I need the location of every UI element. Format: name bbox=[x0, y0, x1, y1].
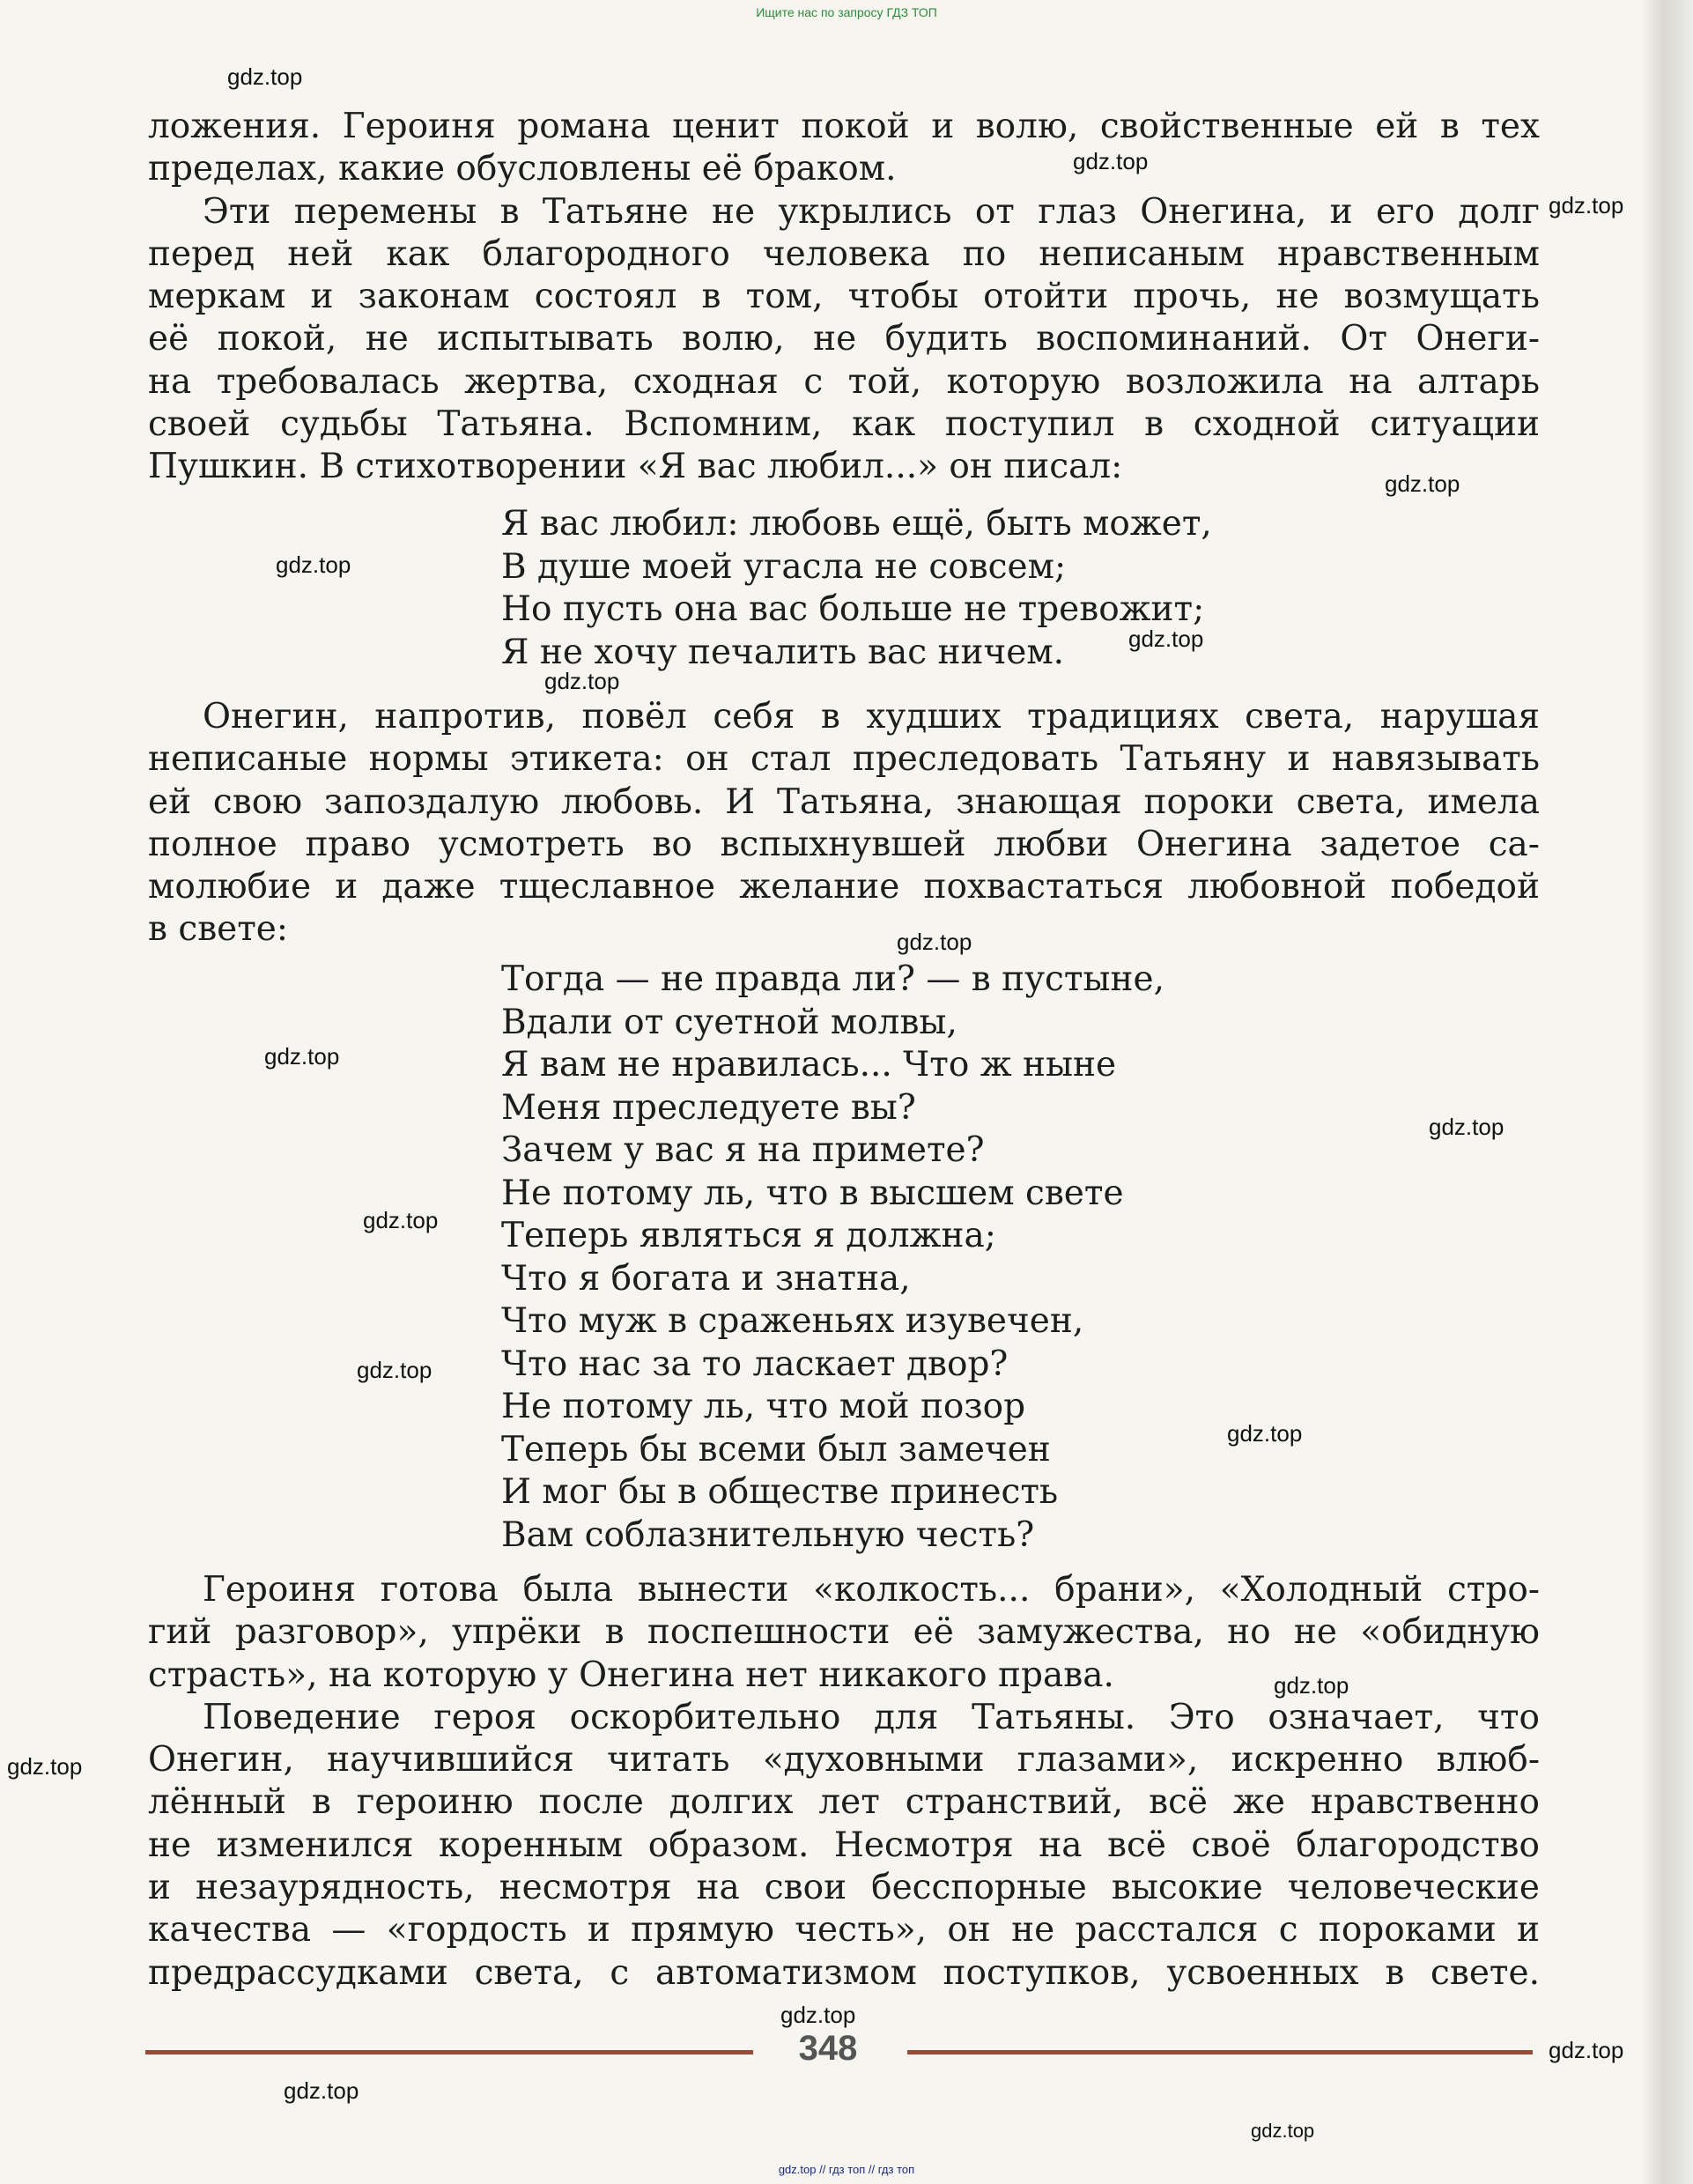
watermark: gdz.top bbox=[897, 929, 972, 955]
poem-line: Что муж в сраженьях изувечен, bbox=[501, 1301, 1084, 1341]
text-line: не изменился коренным образом. Несмотря на всё своё благородство bbox=[148, 1825, 1540, 1865]
text-line: Онегин, напротив, повёл себя в худших традициях света, нарушая bbox=[203, 697, 1540, 737]
watermark: gdz.top bbox=[1549, 2037, 1624, 2063]
poem-line: Что нас за то ласкает двор? bbox=[501, 1344, 1009, 1384]
text-line: качества — «гордость и прямую честь», он не расстался с пороками и bbox=[148, 1910, 1540, 1951]
poem-line: Не потому ль, что в высшем свете bbox=[501, 1173, 1124, 1213]
footer-rule-right bbox=[907, 2050, 1533, 2054]
poem-line: В душе моей угасла не совсем; bbox=[501, 546, 1067, 587]
poem-line: И мог бы в обществе принесть bbox=[501, 1472, 1059, 1512]
header-banner[interactable]: Ищите нас по запросу ГДЗ ТОП bbox=[756, 5, 937, 19]
poem-line: Я вам не нравилась... Что ж ныне bbox=[501, 1045, 1117, 1085]
text-line: её покой, не испытывать волю, не будить воспоминаний. От Онеги- bbox=[148, 319, 1540, 359]
poem-line: Теперь являться я должна; bbox=[501, 1216, 996, 1255]
watermark: gdz.top bbox=[276, 552, 351, 578]
text-line: полное право усмотреть во вспыхнувшей любви Онегина задетое са- bbox=[148, 824, 1540, 864]
text-line: меркам и законам состоял в том, чтобы отойти прочь, не возмущать bbox=[148, 277, 1540, 317]
watermark: gdz.top bbox=[7, 1753, 83, 1780]
text-line: Поведение героя оскорбительно для Татьяны. Это означает, что bbox=[203, 1697, 1540, 1737]
paragraph-block-1 bbox=[148, 106, 1540, 489]
watermark: gdz.top bbox=[1073, 148, 1149, 174]
text-line: своей судьбы Татьяна. Вспомним, как поступил в сходной ситуации bbox=[148, 404, 1540, 445]
watermark: gdz.top bbox=[1128, 626, 1204, 652]
text-line: пределах, какие обусловлены её браком. bbox=[148, 149, 897, 189]
text-line: ей свою запоздалую любовь. И Татьяна, знающая пороки света, имела bbox=[148, 781, 1540, 822]
poem-line: Меня преследуете вы? bbox=[501, 1087, 916, 1128]
text-line: предрассудками света, с автоматизмом поступков, усвоенных в свете. bbox=[148, 1952, 1540, 1993]
text-line: ложения. Героиня романа ценит покой и волю, свойственные ей в тех bbox=[148, 107, 1540, 146]
watermark: gdz.top bbox=[1274, 1672, 1349, 1699]
text-line: Эти перемены в Татьяне не укрылись от глаз Онегина, и его долг bbox=[203, 191, 1540, 232]
watermark: gdz.top bbox=[284, 2077, 359, 2104]
poem-line: Не потому ль, что мой позор bbox=[501, 1387, 1026, 1426]
text-line: Пушкин. В стихотворении «Я вас любил...» он писал: bbox=[148, 447, 1123, 487]
text-line: Героиня готова была вынести «колкость... брани», «Холодный стро- bbox=[203, 1570, 1540, 1610]
watermark: gdz.top bbox=[357, 1357, 432, 1383]
poem-line: Теперь бы всеми был замечен bbox=[501, 1429, 1051, 1470]
poem-line: Тогда — не правда ли? — в пустыне, bbox=[501, 959, 1164, 999]
paragraph-block-3 bbox=[148, 1569, 1540, 1995]
poem-quote-2 bbox=[501, 959, 1164, 1557]
text-line: в свете: bbox=[148, 909, 289, 950]
watermark: gdz.top bbox=[780, 2002, 856, 2028]
watermark: gdz.top bbox=[1429, 1114, 1504, 1140]
book-spine-shadow bbox=[1640, 0, 1693, 2184]
poem-line: Вдали от суетной молвы, bbox=[501, 1002, 957, 1042]
poem-line: Вам соблазнительную честь? bbox=[501, 1514, 1035, 1555]
text-line: и незаурядность, несмотря на свои бесспорные высокие человеческие bbox=[148, 1868, 1540, 1908]
watermark: gdz.top bbox=[544, 668, 620, 694]
poem-line: Но пусть она вас больше не тревожит; bbox=[501, 589, 1205, 629]
paragraph-block-2 bbox=[148, 696, 1540, 951]
footer-rule-left bbox=[145, 2050, 753, 2054]
text-line: молюбие и даже тщеславное желание похвастаться любовной победой bbox=[148, 867, 1540, 907]
poem-line: Я вас любил: любовь ещё, быть может, bbox=[501, 504, 1212, 544]
watermark: gdz.top bbox=[264, 1043, 340, 1070]
watermark: gdz.top bbox=[227, 63, 303, 90]
text-line: неписаные нормы этикета: он стал преследовать Татьяну и навязывать bbox=[148, 739, 1540, 780]
text-line: перед ней как благородного человека по неписаным нравственным bbox=[148, 233, 1540, 274]
text-line: лённый в героиню после долгих лет странствий, всё же нравственно bbox=[148, 1782, 1540, 1823]
watermark: gdz.top bbox=[1251, 2120, 1315, 2142]
page-number: 348 bbox=[798, 2029, 858, 2068]
text-line: страсть», на которую у Онегина нет никакого права. bbox=[148, 1655, 1114, 1695]
poem-line: Я не хочу печалить вас ничем. bbox=[501, 632, 1065, 672]
poem-line: Зачем у вас я на примете? bbox=[501, 1130, 985, 1170]
footer-banner[interactable]: gdz.top // гдз топ // гдз топ bbox=[778, 2163, 915, 2176]
text-line: гий разговор», упрёки в поспешности её замужества, но не «обидную bbox=[148, 1612, 1540, 1653]
poem-line: Что я богата и знатна, bbox=[501, 1258, 911, 1299]
poem-quote-1 bbox=[501, 503, 1212, 674]
text-line: на требовалась жертва, сходная с той, которую возложила на алтарь bbox=[148, 361, 1540, 402]
watermark: gdz.top bbox=[363, 1207, 439, 1233]
text-line: Онегин, научившийся читать «духовными глазами», искренно влюб- bbox=[148, 1740, 1540, 1781]
watermark: gdz.top bbox=[1227, 1420, 1303, 1447]
watermark: gdz.top bbox=[1549, 192, 1624, 218]
watermark: gdz.top bbox=[1385, 470, 1460, 497]
